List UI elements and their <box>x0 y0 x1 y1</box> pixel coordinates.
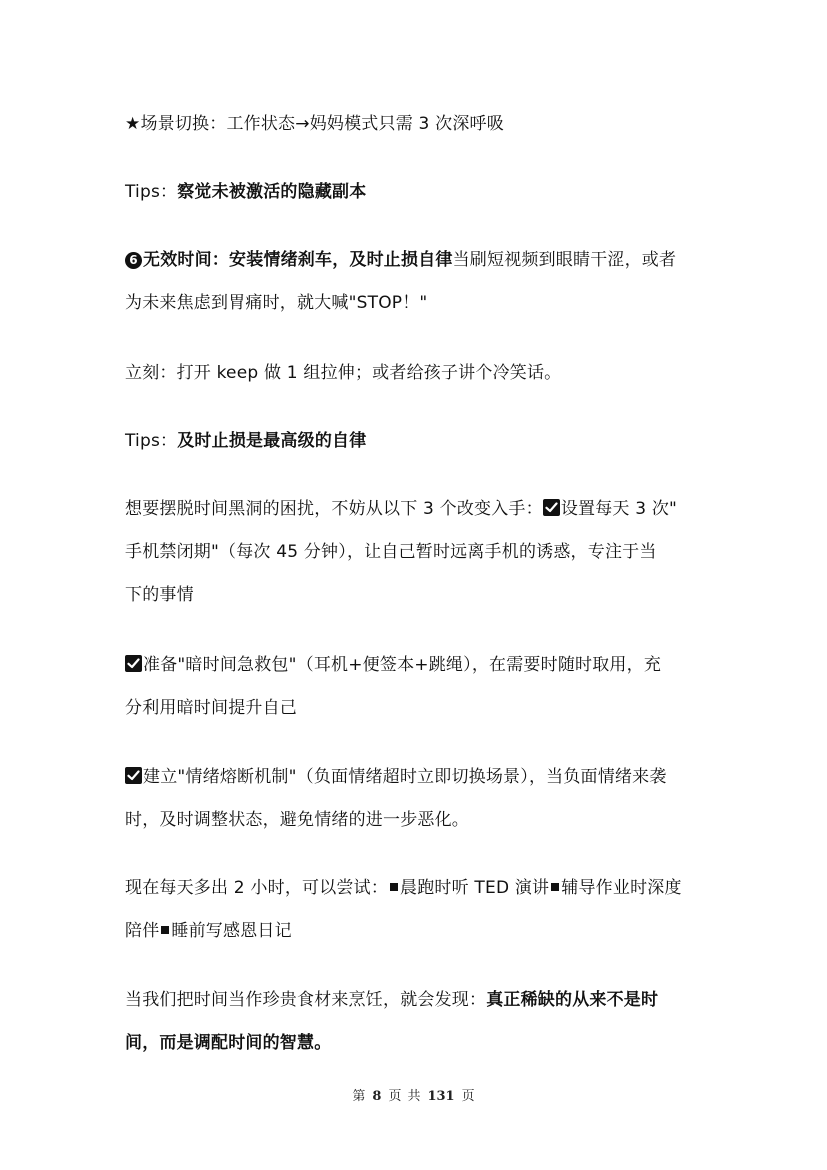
footer-mid-1: 页 <box>388 1089 402 1104</box>
first-aid-text-1: 准备"暗时间急救包"（耳机+便签本+跳绳），在需要时随时取用，充 <box>143 655 662 675</box>
tips-label: Tips： <box>125 182 178 202</box>
square-bullet-icon <box>161 926 169 934</box>
fuse-text-2: 时，及时调整状态，避免情绪的进一步恶化。 <box>125 810 469 830</box>
changes-text-2: 手机禁闭期"（每次 45 分钟），让自己暂时远离手机的诱惑，专注于当 <box>125 542 657 562</box>
scene-switch-line <box>125 112 705 136</box>
tips-label: Tips： <box>125 431 178 451</box>
tips-bold-text: 及时止损是最高级的自律 <box>177 431 367 451</box>
extra-time-text-2b: 睡前写感恩日记 <box>171 921 292 941</box>
footer-prefix: 第 <box>352 1089 366 1104</box>
first-aid-text-2: 分利用暗时间提升自己 <box>125 698 297 718</box>
first-aid-line-2 <box>125 696 705 720</box>
conclusion-line-2 <box>125 1031 705 1055</box>
star-icon: ★ <box>125 114 141 134</box>
fuse-text-1: 建立"情绪熔断机制"（负面情绪超时立即切换场景），当负面情绪来袭 <box>143 767 667 787</box>
tips-hidden-copy <box>125 180 705 204</box>
conclusion-line-1 <box>125 988 705 1012</box>
extra-time-text-1a: 现在每天多出 2 小时，可以尝试： <box>125 878 389 898</box>
scene-switch-text: 场景切换：工作状态→妈妈模式只需 3 次深呼吸 <box>140 114 504 134</box>
extra-time-text-2a: 陪伴 <box>125 921 160 941</box>
extra-time-line-2 <box>125 919 705 943</box>
fuse-line-2 <box>125 808 705 832</box>
invalid-time-text-1: 当刷短视频到眼睛干涩，或者 <box>452 250 677 270</box>
tips-stop-loss <box>125 429 705 453</box>
conclusion-bold-2: 间，而是调配时间的智慧。 <box>125 1033 332 1053</box>
square-bullet-icon <box>390 883 398 891</box>
square-bullet-icon <box>551 883 559 891</box>
invalid-time-text-2: 为未来焦虑到胃痛时，就大喊"STOP！" <box>125 293 428 313</box>
changes-line-1 <box>125 497 705 521</box>
footer-total-pages: 131 <box>427 1089 455 1104</box>
tips-bold-text: 察觉未被激活的隐藏副本 <box>177 182 367 202</box>
conclusion-bold-1: 真正稀缺的从来不是时 <box>486 990 659 1010</box>
changes-line-3 <box>125 583 705 607</box>
invalid-time-line-2 <box>125 291 705 315</box>
extra-time-text-1c: 辅导作业时深度 <box>561 878 682 898</box>
changes-text-3: 下的事情 <box>125 585 194 605</box>
changes-text-1b: 设置每天 3 次" <box>560 499 678 519</box>
check-icon <box>125 655 142 672</box>
check-icon <box>125 767 142 784</box>
changes-text-1: 想要摆脱时间黑洞的困扰，不妨从以下 3 个改变入手： <box>125 499 543 519</box>
extra-time-line-1 <box>125 876 705 900</box>
page-footer <box>0 1085 827 1104</box>
immediately-line <box>125 361 705 385</box>
number-six-icon: 6 <box>125 252 142 269</box>
invalid-time-heading: 无效时间：安装情绪刹车，及时止损自律 <box>143 250 453 270</box>
footer-mid-2: 共 <box>407 1089 421 1104</box>
extra-time-text-1b: 晨跑时听 TED 演讲 <box>400 878 550 898</box>
changes-line-2 <box>125 540 705 564</box>
conclusion-text-1: 当我们把时间当作珍贵食材来烹饪，就会发现： <box>125 990 487 1010</box>
fuse-line-1 <box>125 765 705 789</box>
footer-suffix: 页 <box>461 1089 475 1104</box>
footer-page-number: 8 <box>372 1089 382 1104</box>
immediately-text: 立刻：打开 keep 做 1 组拉伸；或者给孩子讲个冷笑话。 <box>125 363 562 383</box>
invalid-time-line-1 <box>125 248 705 272</box>
check-icon <box>543 499 560 516</box>
first-aid-line-1 <box>125 653 705 677</box>
